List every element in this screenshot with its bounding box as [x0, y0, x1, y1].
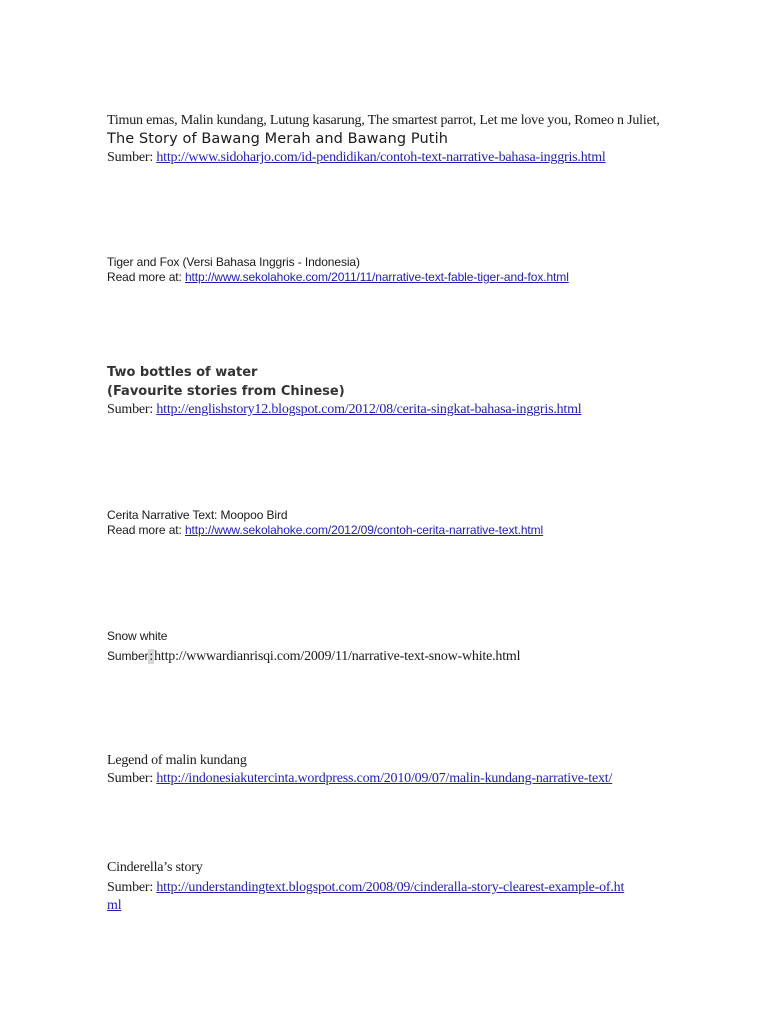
- source-line: [107, 149, 667, 167]
- source-label: Sumber:: [107, 880, 157, 895]
- entry-title: Legend of malin kundang: [107, 753, 247, 768]
- entry-title: Snow white: [107, 629, 168, 643]
- entry-title: Cerita Narrative Text: Moopoo Bird: [107, 508, 288, 522]
- source-line: [107, 401, 667, 419]
- entry-two-bottles: [107, 363, 667, 419]
- source-line: [107, 523, 667, 538]
- source-label: Read more at:: [107, 523, 185, 537]
- entry-title: Cinderella’s story: [107, 860, 203, 875]
- entry-malin-kundang: [107, 752, 667, 788]
- entry-title: [107, 112, 667, 149]
- source-label: Sumber:: [107, 150, 157, 165]
- source-line: [107, 770, 667, 788]
- source-link[interactable]: http://www.sekolahoke.com/2012/09/contoh-cerita-narrative-text.html: [184, 523, 544, 537]
- source-line: [107, 879, 627, 915]
- source-label: Sumber:: [107, 771, 157, 786]
- highlighted-separator: :: [149, 649, 154, 664]
- source-link[interactable]: http://understandingtext.blogspot.com/2008/09/cinderalla-story-clearest-example-of.html: [107, 880, 625, 913]
- entry-tiger-fox: [107, 255, 667, 285]
- source-link[interactable]: http://indonesiakutercinta.wordpress.com/2010/09/07/malin-kundang-narrative-text/: [156, 771, 613, 786]
- source-url-text: http://wwwardianrisqi.com/2009/11/narrative-text-snow-white.html: [154, 649, 521, 664]
- entry-cinderella: [107, 859, 667, 915]
- entry-bawang-merah: [107, 112, 667, 167]
- story-title-bawang: The Story of Bawang Merah and Bawang Putih: [107, 131, 448, 147]
- source-label: Read more at:: [107, 270, 185, 284]
- entry-subtitle: (Favourite stories from Chinese): [107, 384, 345, 399]
- entry-moopoo-bird: [107, 508, 667, 538]
- entry-title: Two bottles of water: [107, 365, 258, 380]
- source-label: Sumber: [107, 649, 149, 663]
- entry-title: Tiger and Fox (Versi Bahasa Inggris - Indonesia): [107, 255, 360, 269]
- source-label: Sumber:: [107, 402, 157, 417]
- source-link[interactable]: http://englishstory12.blogspot.com/2012/08/cerita-singkat-bahasa-inggris.html: [156, 402, 582, 417]
- source-link[interactable]: http://www.sidoharjo.com/id-pendidikan/contoh-text-narrative-bahasa-inggris.html: [156, 150, 606, 165]
- source-line: [107, 270, 667, 285]
- entry-snow-white: [107, 629, 667, 666]
- source-line: [107, 647, 667, 666]
- story-list-text: Timun emas, Malin kundang, Lutung kasarung, The smartest parrot, Let me love you, Romeo n Juliet,: [107, 113, 660, 128]
- source-link[interactable]: http://www.sekolahoke.com/2011/11/narrative-text-fable-tiger-and-fox.html: [184, 270, 569, 284]
